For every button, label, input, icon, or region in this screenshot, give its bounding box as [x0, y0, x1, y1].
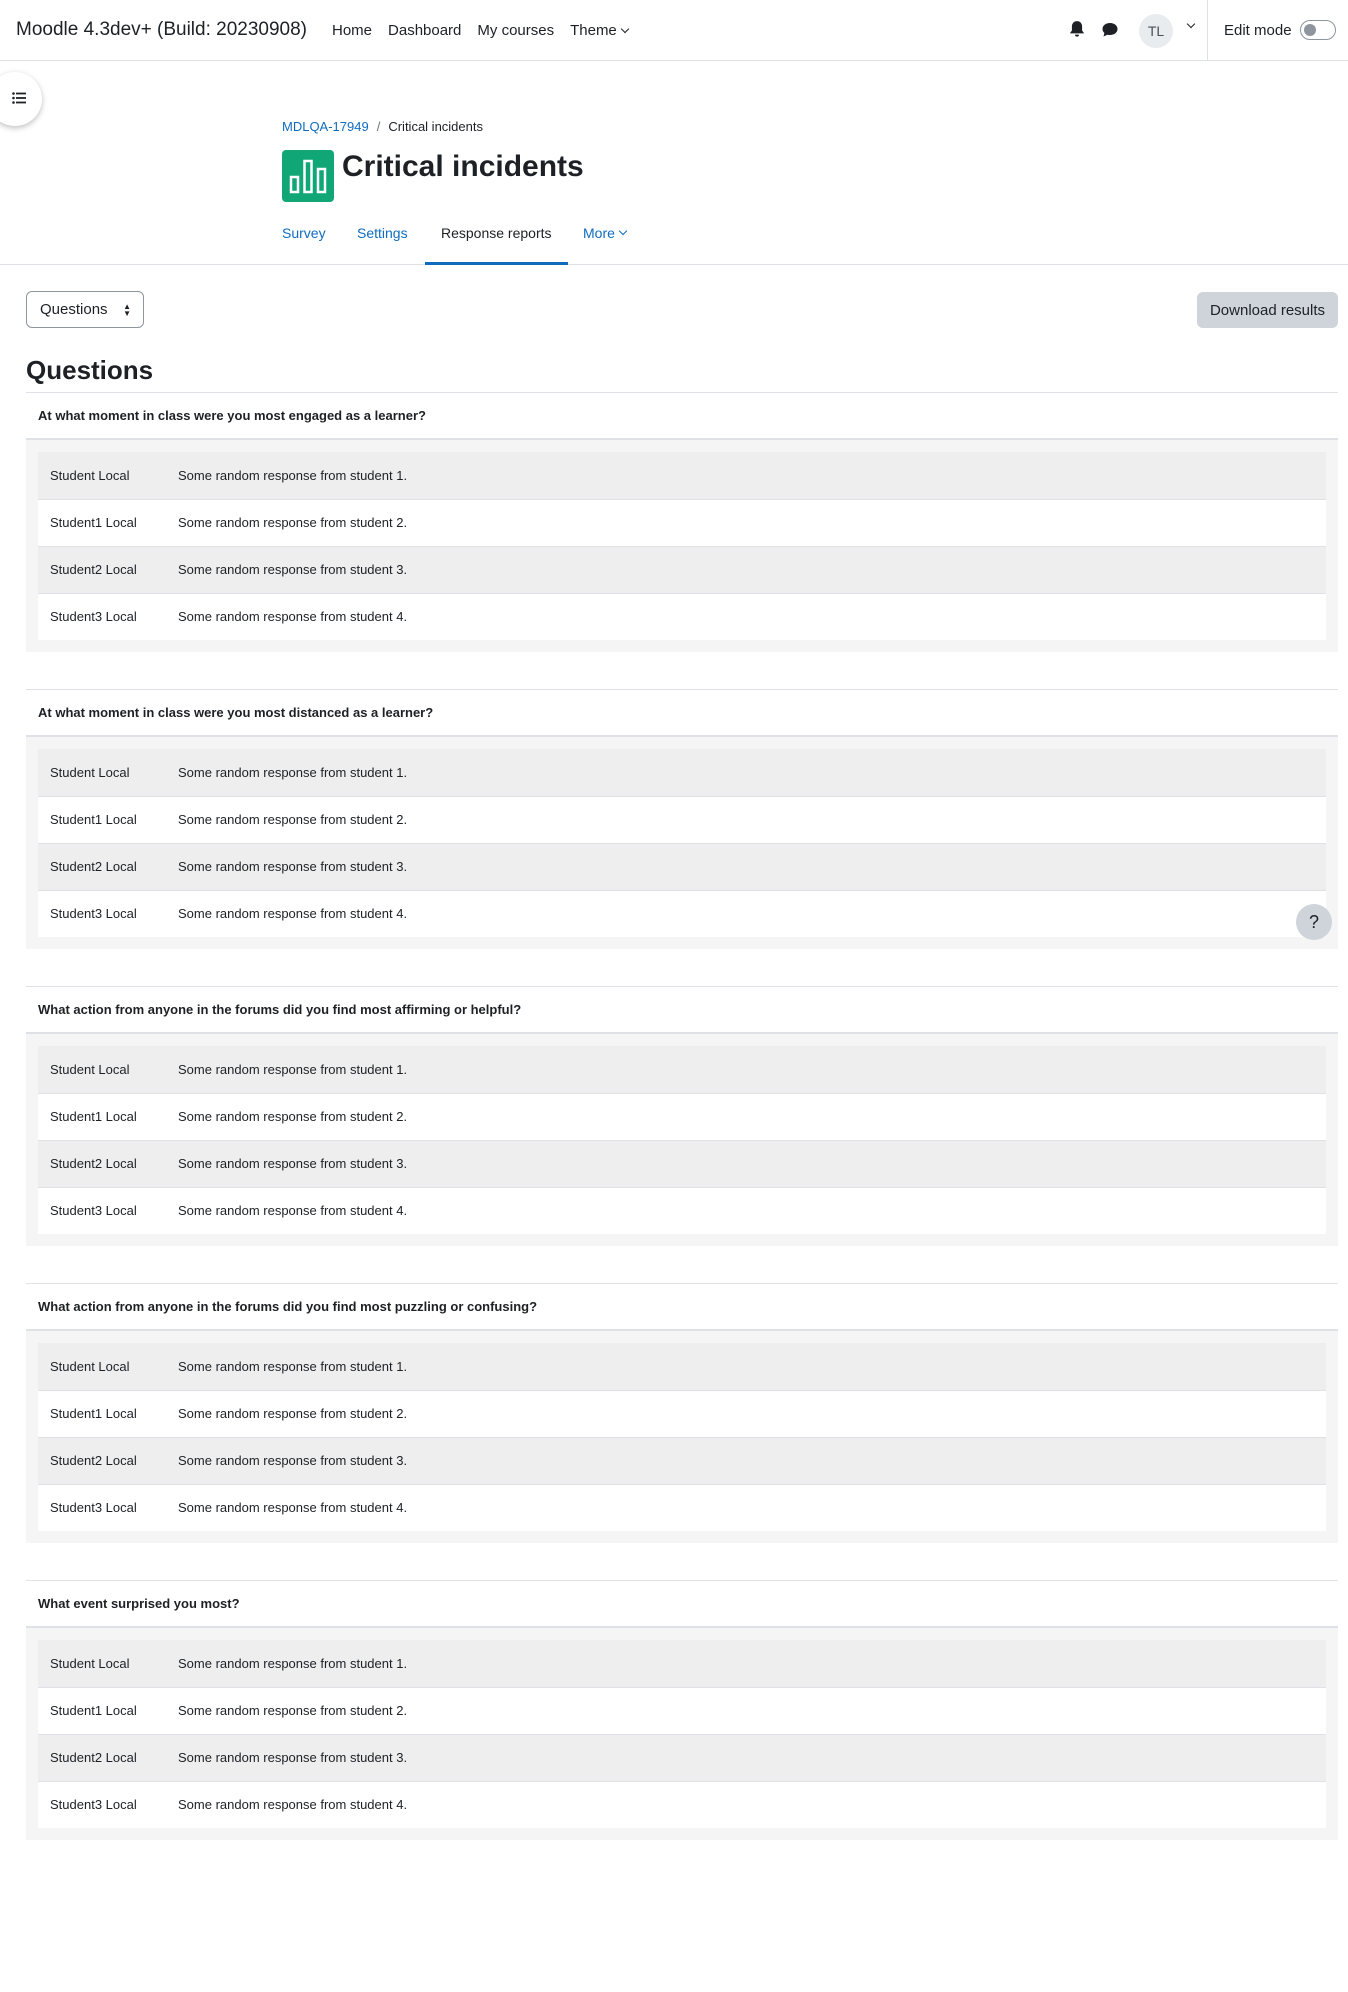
- table-row: [38, 1484, 1326, 1531]
- active-tab-indicator: [425, 262, 568, 265]
- list-icon: [12, 92, 26, 104]
- student-response: Some random response from student 1.: [178, 467, 408, 483]
- table-row: [38, 452, 1326, 499]
- student-name: Student Local: [50, 1358, 130, 1374]
- table-row: [38, 1343, 1326, 1390]
- breadcrumb-course-link[interactable]: MDLQA-17949: [282, 119, 369, 134]
- student-response: Some random response from student 1.: [178, 1358, 408, 1374]
- tab-response-reports[interactable]: Response reports: [441, 225, 552, 241]
- student-name: Student Local: [50, 1655, 130, 1671]
- student-name: Student Local: [50, 764, 130, 780]
- select-arrows-icon: ▲ ▼: [123, 302, 131, 318]
- responses-container: [26, 1034, 1338, 1246]
- question-block: [26, 689, 1338, 949]
- user-menu-chevron-icon[interactable]: [1187, 20, 1195, 28]
- student-name: Student1 Local: [50, 1406, 137, 1421]
- nav-home[interactable]: Home: [332, 22, 373, 39]
- breadcrumb: [282, 119, 483, 134]
- question-text: At what moment in class were you most distanced as a learner?: [26, 689, 1338, 737]
- question-text: What action from anyone in the forums did you find most affirming or helpful?: [26, 986, 1338, 1034]
- student-name: Student2 Local: [50, 1156, 137, 1171]
- secondary-nav: [0, 215, 1348, 265]
- student-response: Some random response from student 4.: [178, 1203, 408, 1219]
- question-text: At what moment in class were you most engaged as a learner?: [26, 392, 1338, 440]
- responses-container: [26, 737, 1338, 949]
- navbar-divider: [1207, 0, 1208, 61]
- student-response: Some random response from student 3.: [178, 859, 408, 874]
- student-name: Student2 Local: [50, 859, 137, 874]
- responses-table: [38, 452, 1326, 640]
- student-name: Student1 Local: [50, 812, 137, 827]
- report-type-select[interactable]: [26, 291, 144, 328]
- student-name: Student2 Local: [50, 1750, 137, 1765]
- chevron-down-icon: [619, 227, 627, 235]
- responses-container: [26, 1331, 1338, 1543]
- report-type-selected: Questions: [40, 301, 108, 318]
- tab-more-label: More: [583, 225, 615, 241]
- question-block: [26, 1580, 1338, 1840]
- responses-table: [38, 749, 1326, 937]
- student-response: Some random response from student 3.: [178, 562, 408, 577]
- tab-settings[interactable]: Settings: [357, 225, 408, 241]
- table-row: [38, 1140, 1326, 1187]
- table-row: [38, 1640, 1326, 1687]
- nav-dashboard[interactable]: Dashboard: [388, 22, 462, 39]
- question-text: What event surprised you most?: [26, 1580, 1338, 1628]
- table-row: [38, 796, 1326, 843]
- table-row: [38, 890, 1326, 937]
- table-row: [38, 593, 1326, 640]
- user-avatar[interactable]: [1139, 14, 1173, 48]
- table-row: [38, 499, 1326, 546]
- student-name: Student3 Local: [50, 1203, 137, 1219]
- student-response: Some random response from student 4.: [178, 906, 408, 922]
- table-row: [38, 1734, 1326, 1781]
- survey-activity-icon: [282, 150, 334, 202]
- table-row: [38, 749, 1326, 796]
- download-results-button[interactable]: Download results: [1197, 292, 1338, 328]
- student-name: Student3 Local: [50, 1500, 137, 1516]
- student-response: Some random response from student 4.: [178, 609, 408, 625]
- student-response: Some random response from student 2.: [178, 1406, 408, 1421]
- responses-container: [26, 440, 1338, 652]
- table-row: [38, 1187, 1326, 1234]
- avatar-initials: TL: [1147, 23, 1165, 39]
- table-row: [38, 1046, 1326, 1093]
- edit-mode-toggle[interactable]: [1300, 20, 1336, 40]
- table-row: [38, 1390, 1326, 1437]
- student-response: Some random response from student 4.: [178, 1500, 408, 1516]
- question-block: [26, 392, 1338, 652]
- nav-theme[interactable]: [570, 22, 628, 39]
- nav-theme-label: Theme: [570, 22, 617, 39]
- responses-table: [38, 1046, 1326, 1234]
- student-response: Some random response from student 3.: [178, 1453, 408, 1468]
- student-name: Student1 Local: [50, 515, 137, 530]
- breadcrumb-separator: /: [376, 119, 381, 134]
- student-response: Some random response from student 2.: [178, 1109, 408, 1124]
- student-response: Some random response from student 4.: [178, 1797, 408, 1813]
- student-response: Some random response from student 2.: [178, 812, 408, 827]
- table-row: [38, 1093, 1326, 1140]
- question-block: [26, 986, 1338, 1246]
- course-index-toggle[interactable]: [0, 72, 42, 126]
- table-row: [38, 546, 1326, 593]
- student-name: Student3 Local: [50, 1797, 137, 1813]
- toggle-knob: [1304, 24, 1316, 36]
- student-response: Some random response from student 1.: [178, 1655, 408, 1671]
- student-response: Some random response from student 3.: [178, 1750, 408, 1765]
- responses-container: [26, 1628, 1338, 1840]
- table-row: [38, 1437, 1326, 1484]
- student-response: Some random response from student 1.: [178, 764, 408, 780]
- student-name: Student2 Local: [50, 1453, 137, 1468]
- primary-nav: [332, 22, 644, 39]
- table-row: [38, 1687, 1326, 1734]
- student-name: Student3 Local: [50, 609, 137, 625]
- table-row: [38, 843, 1326, 890]
- table-row: [38, 1781, 1326, 1828]
- tab-survey[interactable]: Survey: [282, 225, 326, 241]
- edit-mode-label: Edit mode: [1224, 22, 1292, 39]
- nav-my-courses[interactable]: My courses: [477, 22, 555, 39]
- bar-chart-icon: [282, 150, 334, 202]
- student-name: Student Local: [50, 467, 130, 483]
- question-block: [26, 1283, 1338, 1543]
- breadcrumb-current: Critical incidents: [388, 119, 483, 134]
- question-text: What action from anyone in the forums did you find most puzzling or confusing?: [26, 1283, 1338, 1331]
- student-name: Student Local: [50, 1061, 130, 1077]
- bell-icon[interactable]: [1068, 20, 1086, 40]
- responses-table: [38, 1640, 1326, 1828]
- student-name: Student1 Local: [50, 1109, 137, 1124]
- chat-icon[interactable]: [1101, 20, 1119, 40]
- top-navbar: [0, 0, 1348, 61]
- student-response: Some random response from student 3.: [178, 1156, 408, 1171]
- tab-more[interactable]: [583, 225, 626, 241]
- student-response: Some random response from student 1.: [178, 1061, 408, 1077]
- help-button[interactable]: ?: [1296, 904, 1332, 940]
- site-brand[interactable]: Moodle 4.3dev+ (Build: 20230908): [16, 19, 308, 40]
- student-name: Student1 Local: [50, 1703, 137, 1718]
- responses-table: [38, 1343, 1326, 1531]
- student-name: Student3 Local: [50, 906, 137, 922]
- student-response: Some random response from student 2.: [178, 515, 408, 530]
- student-name: Student2 Local: [50, 562, 137, 577]
- chevron-down-icon: [621, 24, 629, 32]
- student-response: Some random response from student 2.: [178, 1703, 408, 1718]
- page-title: Critical incidents: [342, 150, 584, 183]
- section-title: Questions: [26, 355, 154, 385]
